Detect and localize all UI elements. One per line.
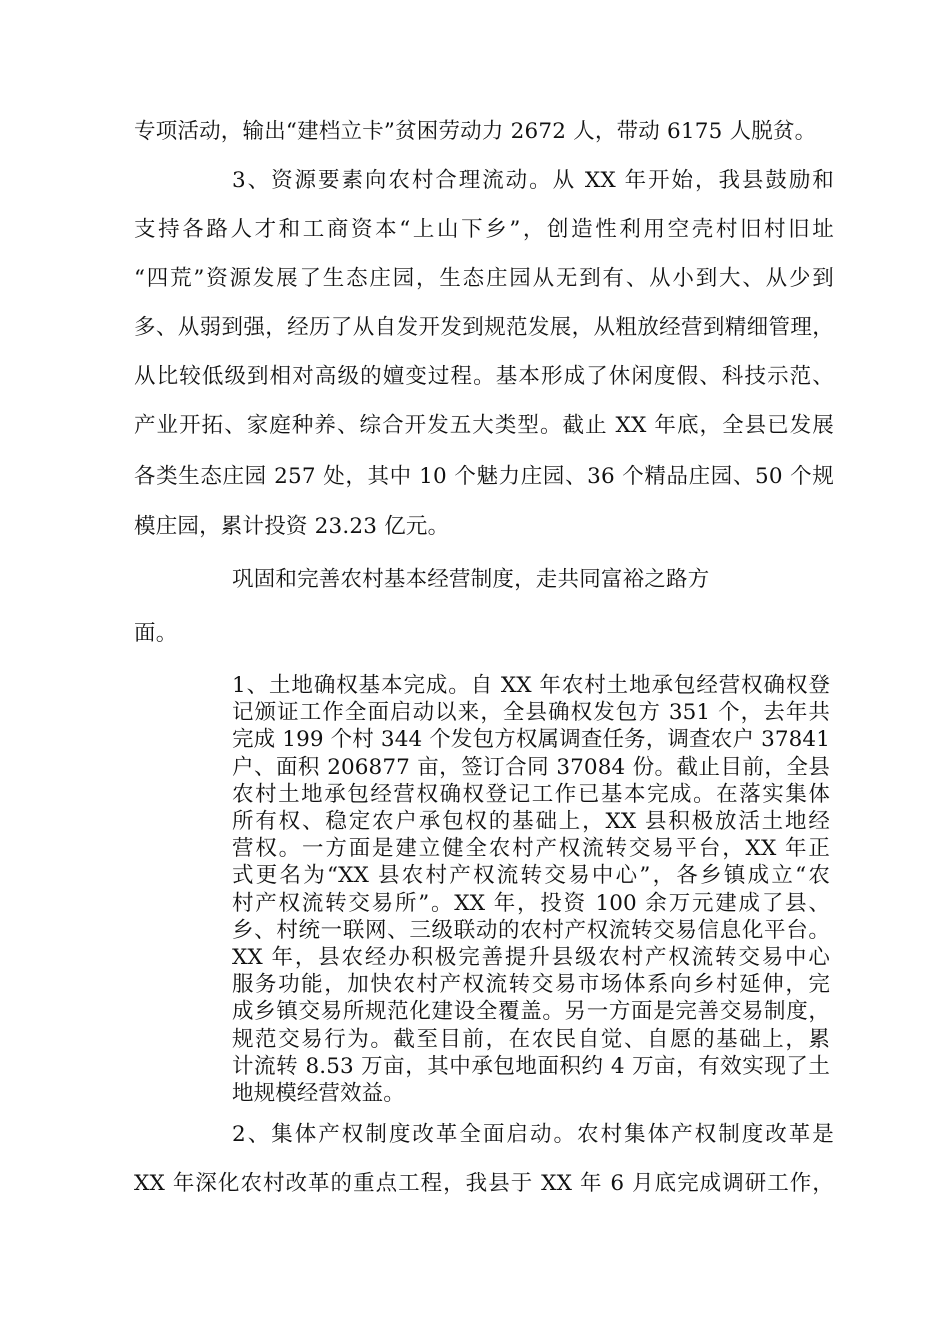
paragraph-line: 地规模经营效益。 [232,1081,405,1107]
paragraph-line: 各类生态庄园 257 处，其中 10 个魅力庄园、36 个精品庄园、50 个规 [134,464,834,489]
section-heading: 巩固和完善农村基本经营制度，走共同富裕之路方 [232,567,710,592]
paragraph-line: “四荒”资源发展了生态庄园，生态庄园从无到有、从小到大、从少到 [134,266,834,291]
paragraph-line: 完成 199 个村 344 个发包方权属调查任务，调查农户 37841 [232,727,830,753]
paragraph-line: 3、资源要素向农村合理流动。从 XX 年开始，我县鼓励和 [232,168,834,193]
paragraph-line: 模庄园，累计投资 23.23 亿元。 [134,514,450,539]
paragraph-line: 支持各路人才和工商资本“上山下乡”，创造性利用空壳村旧村旧址 [134,217,834,242]
paragraph-line: 营权。一方面是建立健全农村产权流转交易平台，XX 年正 [232,836,830,862]
section-heading-end: 面。 [134,621,178,646]
paragraph-line: 服务功能，加快农村产权流转交易市场体系向乡村延伸，完 [232,972,830,998]
paragraph-line: 式更名为“XX 县农村产权流转交易中心”，各乡镇成立“农 [232,863,830,889]
paragraph-line: 村产权流转交易所”。XX 年，投资 100 余万元建成了县、 [232,890,830,916]
paragraph-line: 多、从弱到强，经历了从自发开发到规范发展，从粗放经营到精细管理， [134,315,834,340]
paragraph-line: 所有权、稳定农户承包权的基础上，XX 县积极放活土地经 [232,809,830,835]
paragraph-line: 农村土地承包经营权确权登记工作已基本完成。在落实集体 [232,781,830,807]
paragraph-line: 产业开拓、家庭种养、综合开发五大类型。截止 XX 年底，全县已发展 [134,413,834,438]
paragraph-line: 计流转 8.53 万亩，其中承包地面积约 4 万亩，有效实现了土 [232,1053,830,1079]
paragraph-line: 规范交易行为。截至目前，在农民自觉、自愿的基础上，累 [232,1026,830,1052]
paragraph-line: XX 年深化农村改革的重点工程，我县于 XX 年 6 月底完成调研工作， [134,1171,834,1196]
paragraph-line: XX 年，县农经办积极完善提升县级农村产权流转交易中心 [232,945,830,971]
paragraph-line: 专项活动，输出“建档立卡”贫困劳动力 2672 人，带动 6175 人脱贫。 [134,119,817,144]
paragraph-line: 成乡镇交易所规范化建设全覆盖。另一方面是完善交易制度， [232,999,830,1025]
paragraph-line: 记颁证工作全面启动以来，全县确权发包方 351 个，去年共 [232,700,830,726]
paragraph-line: 2、集体产权制度改革全面启动。农村集体产权制度改革是 [232,1122,834,1147]
paragraph-line: 1、土地确权基本完成。自 XX 年农村土地承包经营权确权登 [232,673,830,698]
paragraph-line: 乡、村统一联网、三级联动的农村产权流转交易信息化平台。 [232,917,830,943]
land-rights-paragraph [232,672,830,1107]
paragraph-line: 从比较低级到相对高级的嬗变过程。基本形成了休闲度假、科技示范、 [134,364,834,389]
paragraph-line: 户、面积 206877 亩，签订合同 37084 份。截止目前，全县 [232,754,830,780]
